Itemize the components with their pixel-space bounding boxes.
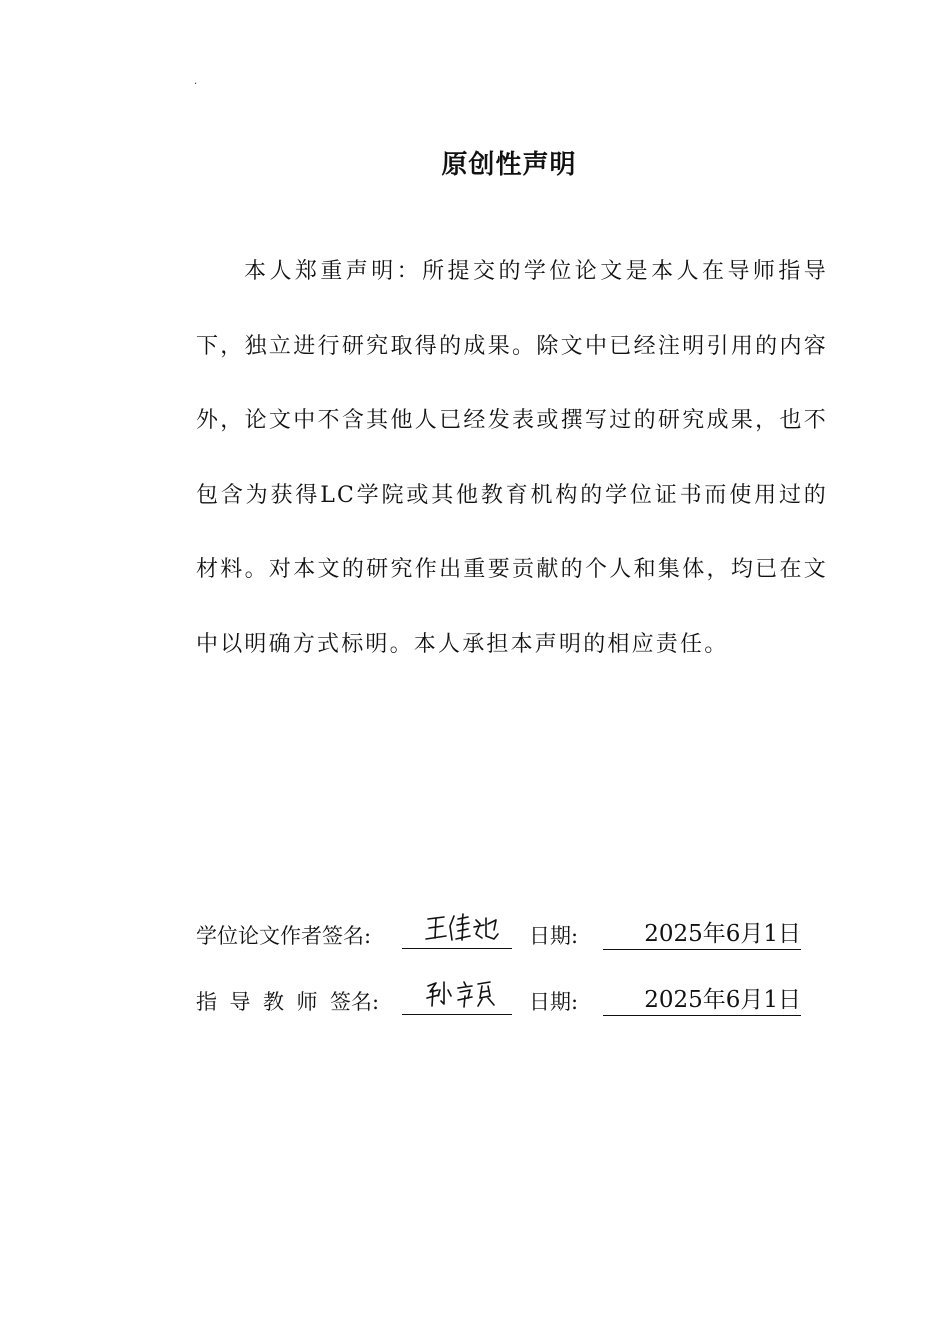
declaration-body: 本人郑重声明：所提交的学位论文是本人在导师指导下，独立进行研究取得的成果。除文中已经注明引用的内容外，论文中不含其他人已经发表或撰写过的研究成果，也不包含为获得LC学院或其他教育机构的学位证书而使用过的材料。对本文的研究作出重要贡献的个人和集体，均已在文中以明确方式标明。本人承担本声明的相应责任。 [196, 259, 828, 657]
author-date-label: 日期: [529, 924, 579, 948]
page-mark: · [194, 79, 198, 90]
advisor-signature-label [196, 986, 379, 1016]
page-title: 原创性声明 [441, 150, 577, 180]
author-date-value: 2025年6月1日 [603, 919, 801, 950]
advisor-handwritten-signature [424, 976, 504, 1012]
author-signature-field [402, 910, 512, 949]
advisor-signature-row [196, 978, 836, 1018]
author-signature-row [196, 912, 836, 952]
advisor-label-tail: 签名: [330, 990, 380, 1014]
author-handwritten-signature [424, 910, 504, 946]
advisor-date-value: 2025年6月1日 [603, 985, 801, 1016]
advisor-signature-field [402, 976, 512, 1015]
author-signature-label: 学位论文作者签名: [196, 924, 372, 948]
advisor-label-main: 指导教师 [196, 990, 330, 1014]
advisor-date-label: 日期: [529, 990, 579, 1014]
